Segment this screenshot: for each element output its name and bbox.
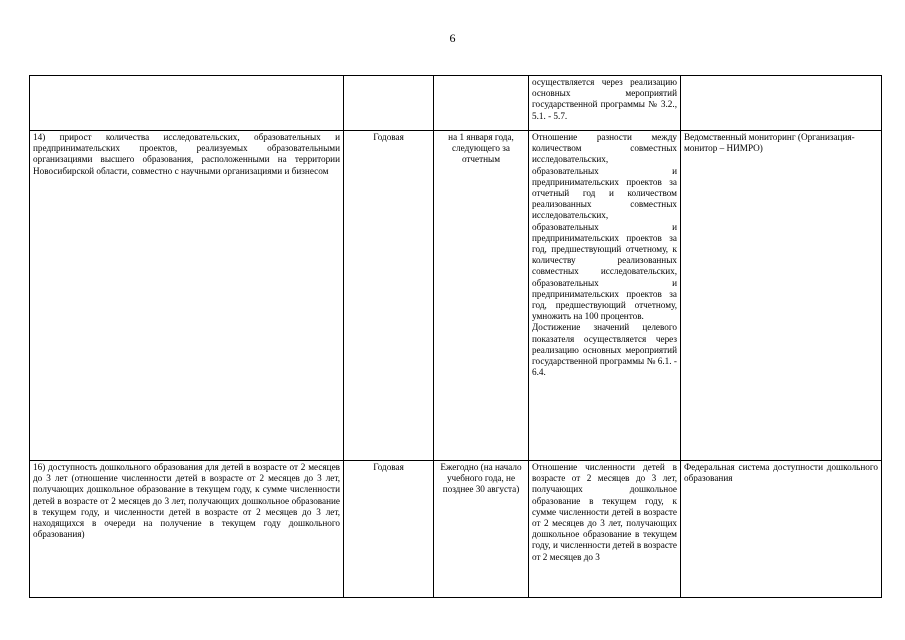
method-text: осуществляется через реализацию основных мероприятий государственной программы № 3.2., 5.1. - 5.7. <box>532 77 677 121</box>
table-row <box>30 131 882 461</box>
method-text-achievement: Достижение значений целевого показателя осуществляется через реализацию основных мероприятий государственной программы № 6.1. - 6.4. <box>532 322 677 378</box>
source-cell <box>681 76 882 131</box>
method-cell <box>529 131 681 461</box>
period-cell: на 1 января года, следующего за отчетным <box>434 131 529 461</box>
table-row <box>30 76 882 131</box>
method-cell <box>529 461 681 598</box>
indicator-cell: 16) доступность дошкольного образования для детей в возрасте от 2 месяцев до 3 лет (отношение численности детей в возрасте от 2 месяцев до 3 лет, получающих дошкольное образование в текущем году, к сумме численности детей в возрасте от 2 месяцев до 3 лет, получающих дошкольное образование в текущем году, и численности детей в возрасте от 2 месяцев до 3 лет, находящихся в очереди на получение в текущем году дошкольного образования) <box>30 461 344 598</box>
source-cell: Федеральная система доступности дошкольного образования <box>681 461 882 598</box>
frequency-cell <box>344 76 434 131</box>
frequency-cell: Годовая <box>344 131 434 461</box>
page-number: 6 <box>449 31 456 45</box>
indicator-cell: 14) прирост количества исследовательских, образовательных и предпринимательских проектов, реализуемых образовательными организациями высшего образования, расположенными на территории Новосибирской области, совместно с научными организациями и бизнесом <box>30 131 344 461</box>
period-cell <box>434 76 529 131</box>
frequency-cell: Годовая <box>344 461 434 598</box>
method-text: Отношение разности между количеством совместных исследовательских, образовательных и предпринимательских проектов за отчетный год и количеством реализованных совместных исследовательских, образовательных и предпринимательских проектов за год, предшествующий отчетному, к количеству реализованных совместных исследовательских, образовательных и предпринимательских проектов за год, предшествующий отчетному, умножить на 100 процентов. <box>532 132 677 322</box>
period-cell: Ежегодно (на начало учебного года, не позднее 30 августа) <box>434 461 529 598</box>
method-cell <box>529 76 681 131</box>
table-row <box>30 461 882 598</box>
indicators-table <box>29 75 882 598</box>
method-text: Отношение численности детей в возрасте от 2 месяцев до 3 лет, получающих дошкольное образование в текущем году, к сумме численности детей в возрасте от 2 месяцев до 3 лет, получающих дошкольное образование в текущем году, и численности детей в возрасте от 2 месяцев до 3 <box>532 462 677 562</box>
source-cell: Ведомственный мониторинг (Организация-монитор – НИМРО) <box>681 131 882 461</box>
indicator-cell <box>30 76 344 131</box>
